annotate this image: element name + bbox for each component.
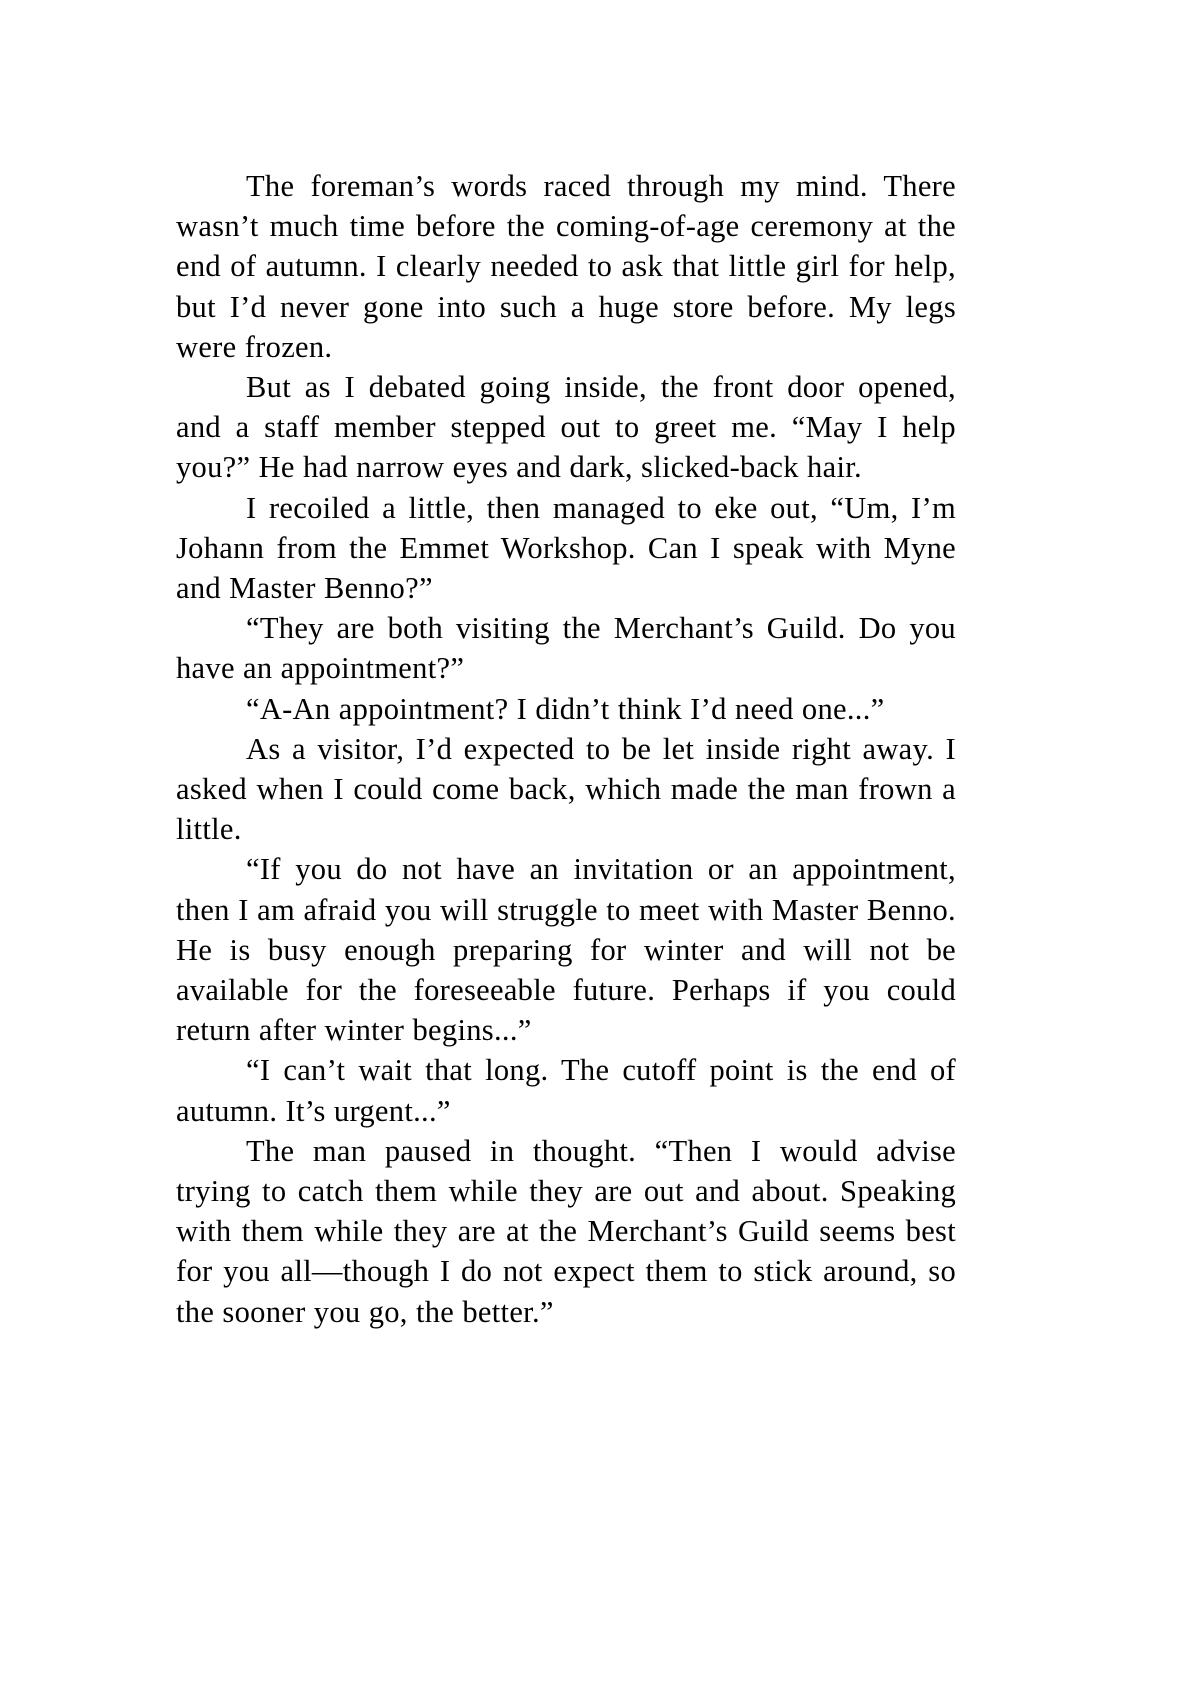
paragraph: “A-An appointment? I didn’t think I’d need one...”: [246, 691, 885, 726]
paragraph: “I can’t wait that long. The cutoff point is the end of autumn. It’s urgent...”: [176, 1053, 956, 1128]
paragraph: But as I debated going inside, the front door opened, and a staff member stepped out to greet me. “May I help you?” He had narrow eyes and dark, slicked-back hair.: [176, 370, 956, 485]
body-text-block: [176, 166, 956, 1332]
paragraph: “They are both visiting the Merchant’s Guild. Do you have an appointment?”: [176, 611, 956, 686]
paragraph: The man paused in thought. “Then I would advise trying to catch them while they are out and about. Speaking with them while they are at the Merchant’s Guild seems best for you all—though I do not expect them to stick around, so the sooner you go, the better.”: [176, 1133, 956, 1329]
paragraph: The foreman’s words raced through my mind. There wasn’t much time before the coming-of-age ceremony at the end of autumn. I clearly needed to ask that little girl for help, but I’d never gone into such a huge store before. My legs were frozen.: [176, 169, 956, 364]
paragraph: “If you do not have an invitation or an appointment, then I am afraid you will struggle to meet with Master Benno. He is busy enough preparing for winter and will not be available for the foreseeable future. Perhaps if you could return after winter begins...”: [176, 852, 956, 1048]
paragraph: As a visitor, I’d expected to be let inside right away. I asked when I could come back, which made the man frown a little.: [176, 731, 956, 847]
paragraph: I recoiled a little, then managed to eke out, “Um, I’m Johann from the Emmet Workshop. Can I speak with Myne and Master Benno?”: [176, 490, 956, 606]
